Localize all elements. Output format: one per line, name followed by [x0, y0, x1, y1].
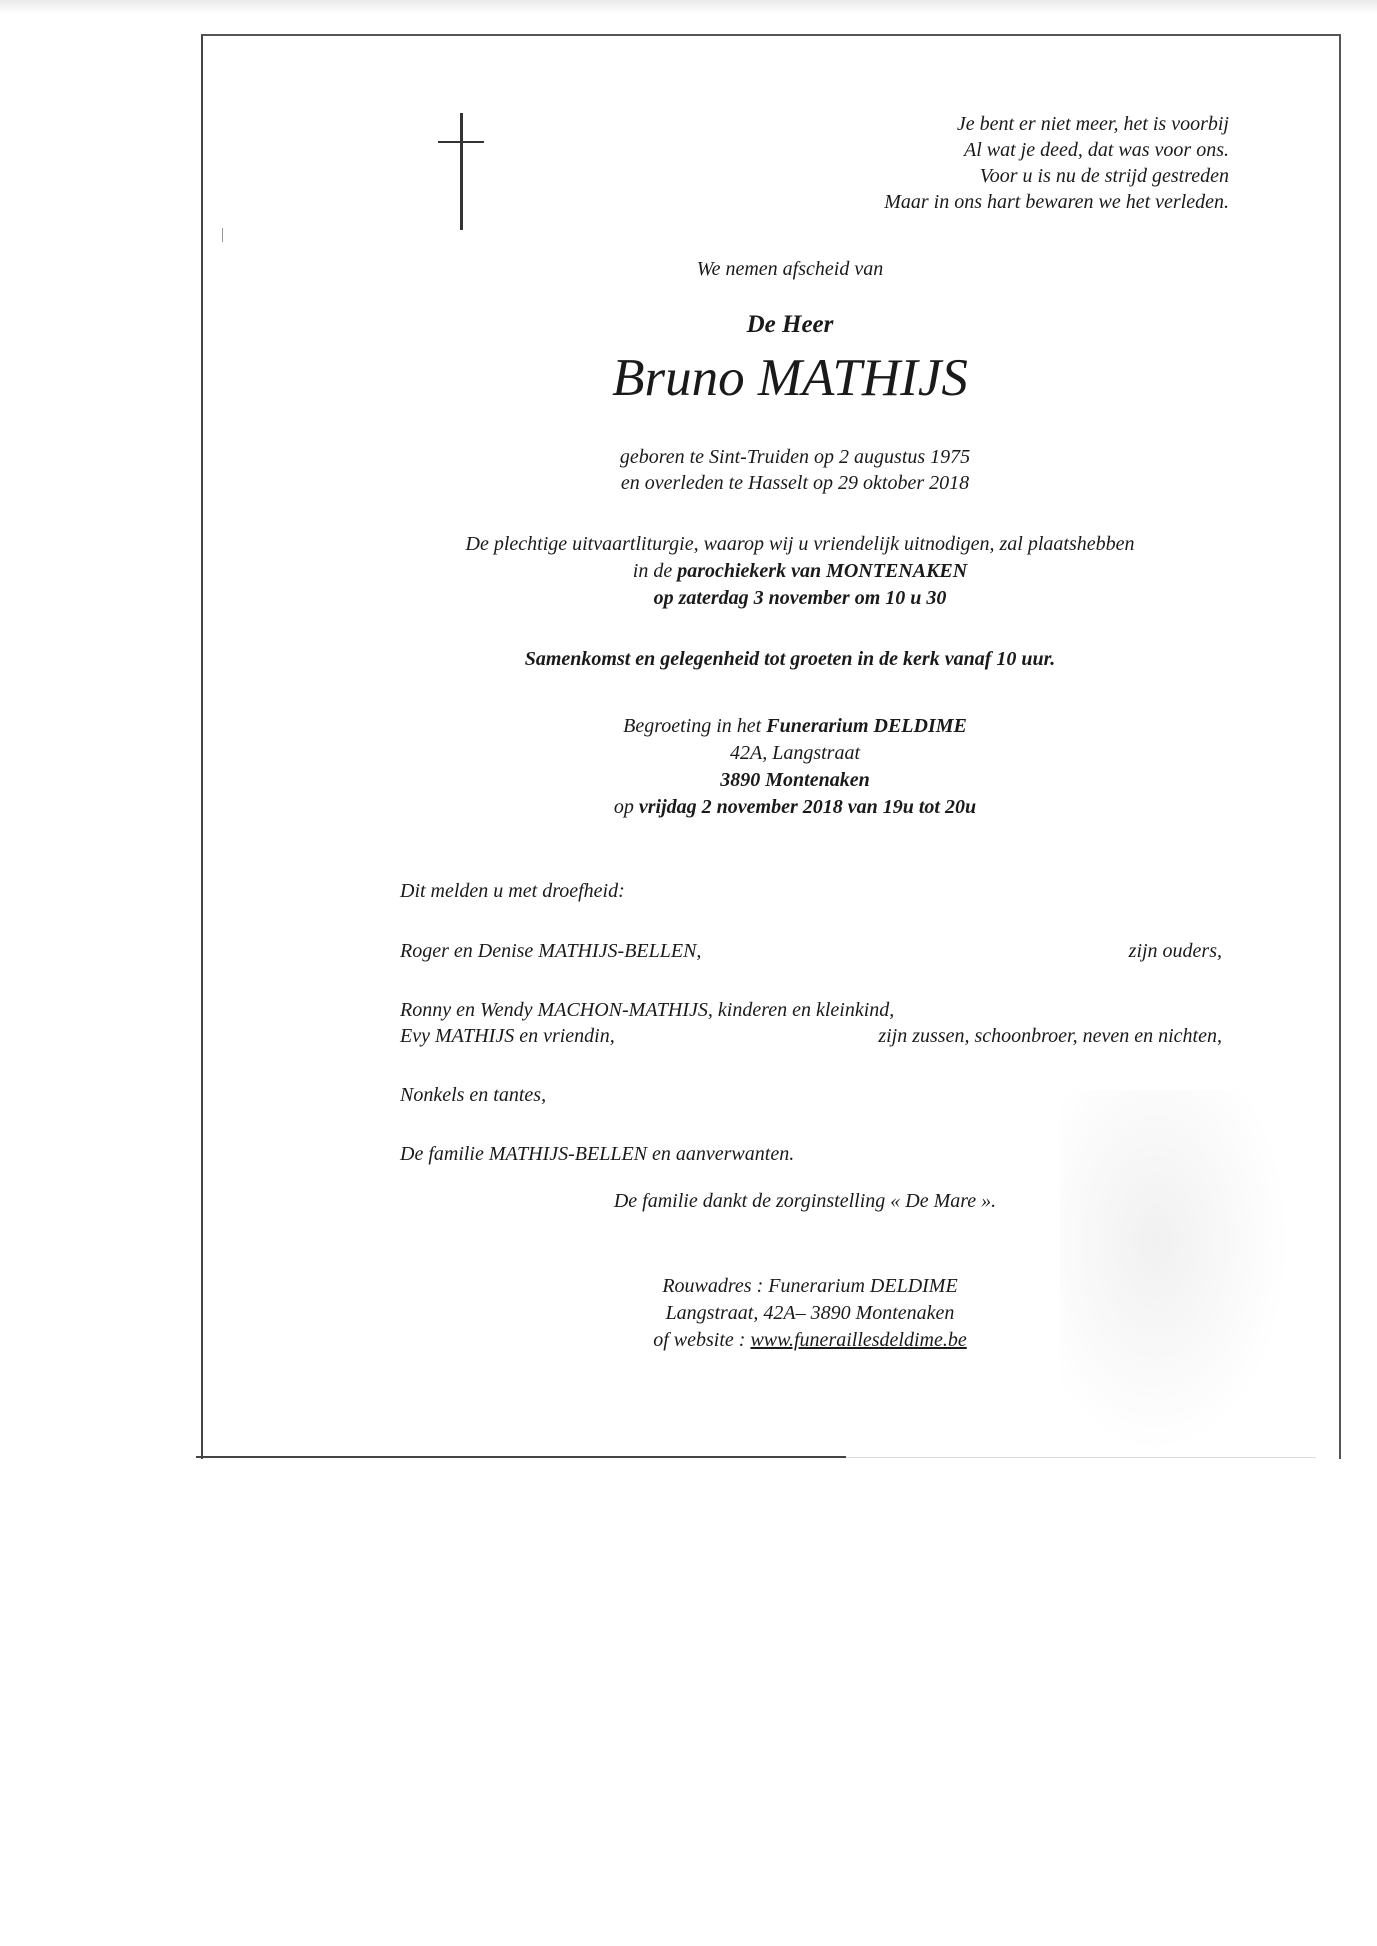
death-line: en overleden te Hasselt op 29 oktober 2018 [620, 472, 970, 494]
cross-icon [432, 113, 492, 233]
thanks-text: De familie dankt de zorginstelling « De Mare ». [613, 1190, 997, 1212]
family-relation: zijn zussen, schoonbroer, neven en nichten, [878, 1025, 1222, 1047]
announce-text: Dit melden u met droefheid: [400, 880, 625, 902]
website-link[interactable]: www.funeraillesdeldime.be [750, 1329, 967, 1351]
gathering-text: Samenkomst en gelegenheid tot groeten in de kerk vanaf 10 uur. [524, 648, 1056, 670]
family-entry: Ronny en Wendy MACHON-MATHIJS, kinderen en kleinkind, [400, 999, 895, 1021]
poem-line: Al wat je deed, dat was voor ons. [964, 139, 1229, 161]
frame-bottom-line [196, 1456, 846, 1458]
poem-line: Maar in ons hart bewaren we het verleden. [884, 191, 1229, 213]
liturgy-location: in de parochiekerk van MONTENAKEN [632, 560, 968, 582]
family-entry: Evy MATHIJS en vriendin, [400, 1025, 615, 1047]
liturgy-datetime: op zaterdag 3 november om 10 u 30 [653, 587, 947, 609]
address-line: Langstraat, 42A– 3890 Montenaken [665, 1302, 955, 1324]
poem-line: Je bent er niet meer, het is voorbij [956, 113, 1229, 135]
intro-text: We nemen afscheid van [696, 258, 884, 280]
scan-edge-mark [1339, 1220, 1341, 1268]
poem-line: Voor u is nu de strijd gestreden [979, 165, 1229, 187]
family-relation: zijn ouders, [1128, 940, 1222, 962]
liturgy-line: De plechtige uitvaartliturgie, waarop wij u vriendelijk uitnodigen, zal plaatshebben [465, 533, 1135, 555]
greeting-city: 3890 Montenaken [720, 769, 870, 791]
address-website: of website : www.funeraillesdeldime.be [653, 1329, 967, 1351]
honorific: De Heer [746, 311, 834, 338]
scan-speck [222, 228, 223, 242]
family-entry: Roger en Denise MATHIJS-BELLEN, [400, 940, 702, 962]
faint-watermark [1060, 1090, 1300, 1470]
greeting-time: op vrijdag 2 november 2018 van 19u tot 20u [613, 796, 977, 818]
birth-line: geboren te Sint-Truiden op 2 augustus 1975 [619, 446, 971, 468]
address-line: Rouwadres : Funerarium DELDIME [662, 1275, 958, 1297]
greeting-street: 42A, Langstraat [729, 742, 861, 764]
greeting-line: Begroeting in het Funerarium DELDIME [623, 715, 967, 737]
family-entry: Nonkels en tantes, [400, 1084, 547, 1106]
family-entry: De familie MATHIJS-BELLEN en aanverwanten. [400, 1143, 795, 1165]
scan-top-shadow [0, 0, 1377, 14]
deceased-name: Bruno MATHIJS [612, 349, 968, 407]
